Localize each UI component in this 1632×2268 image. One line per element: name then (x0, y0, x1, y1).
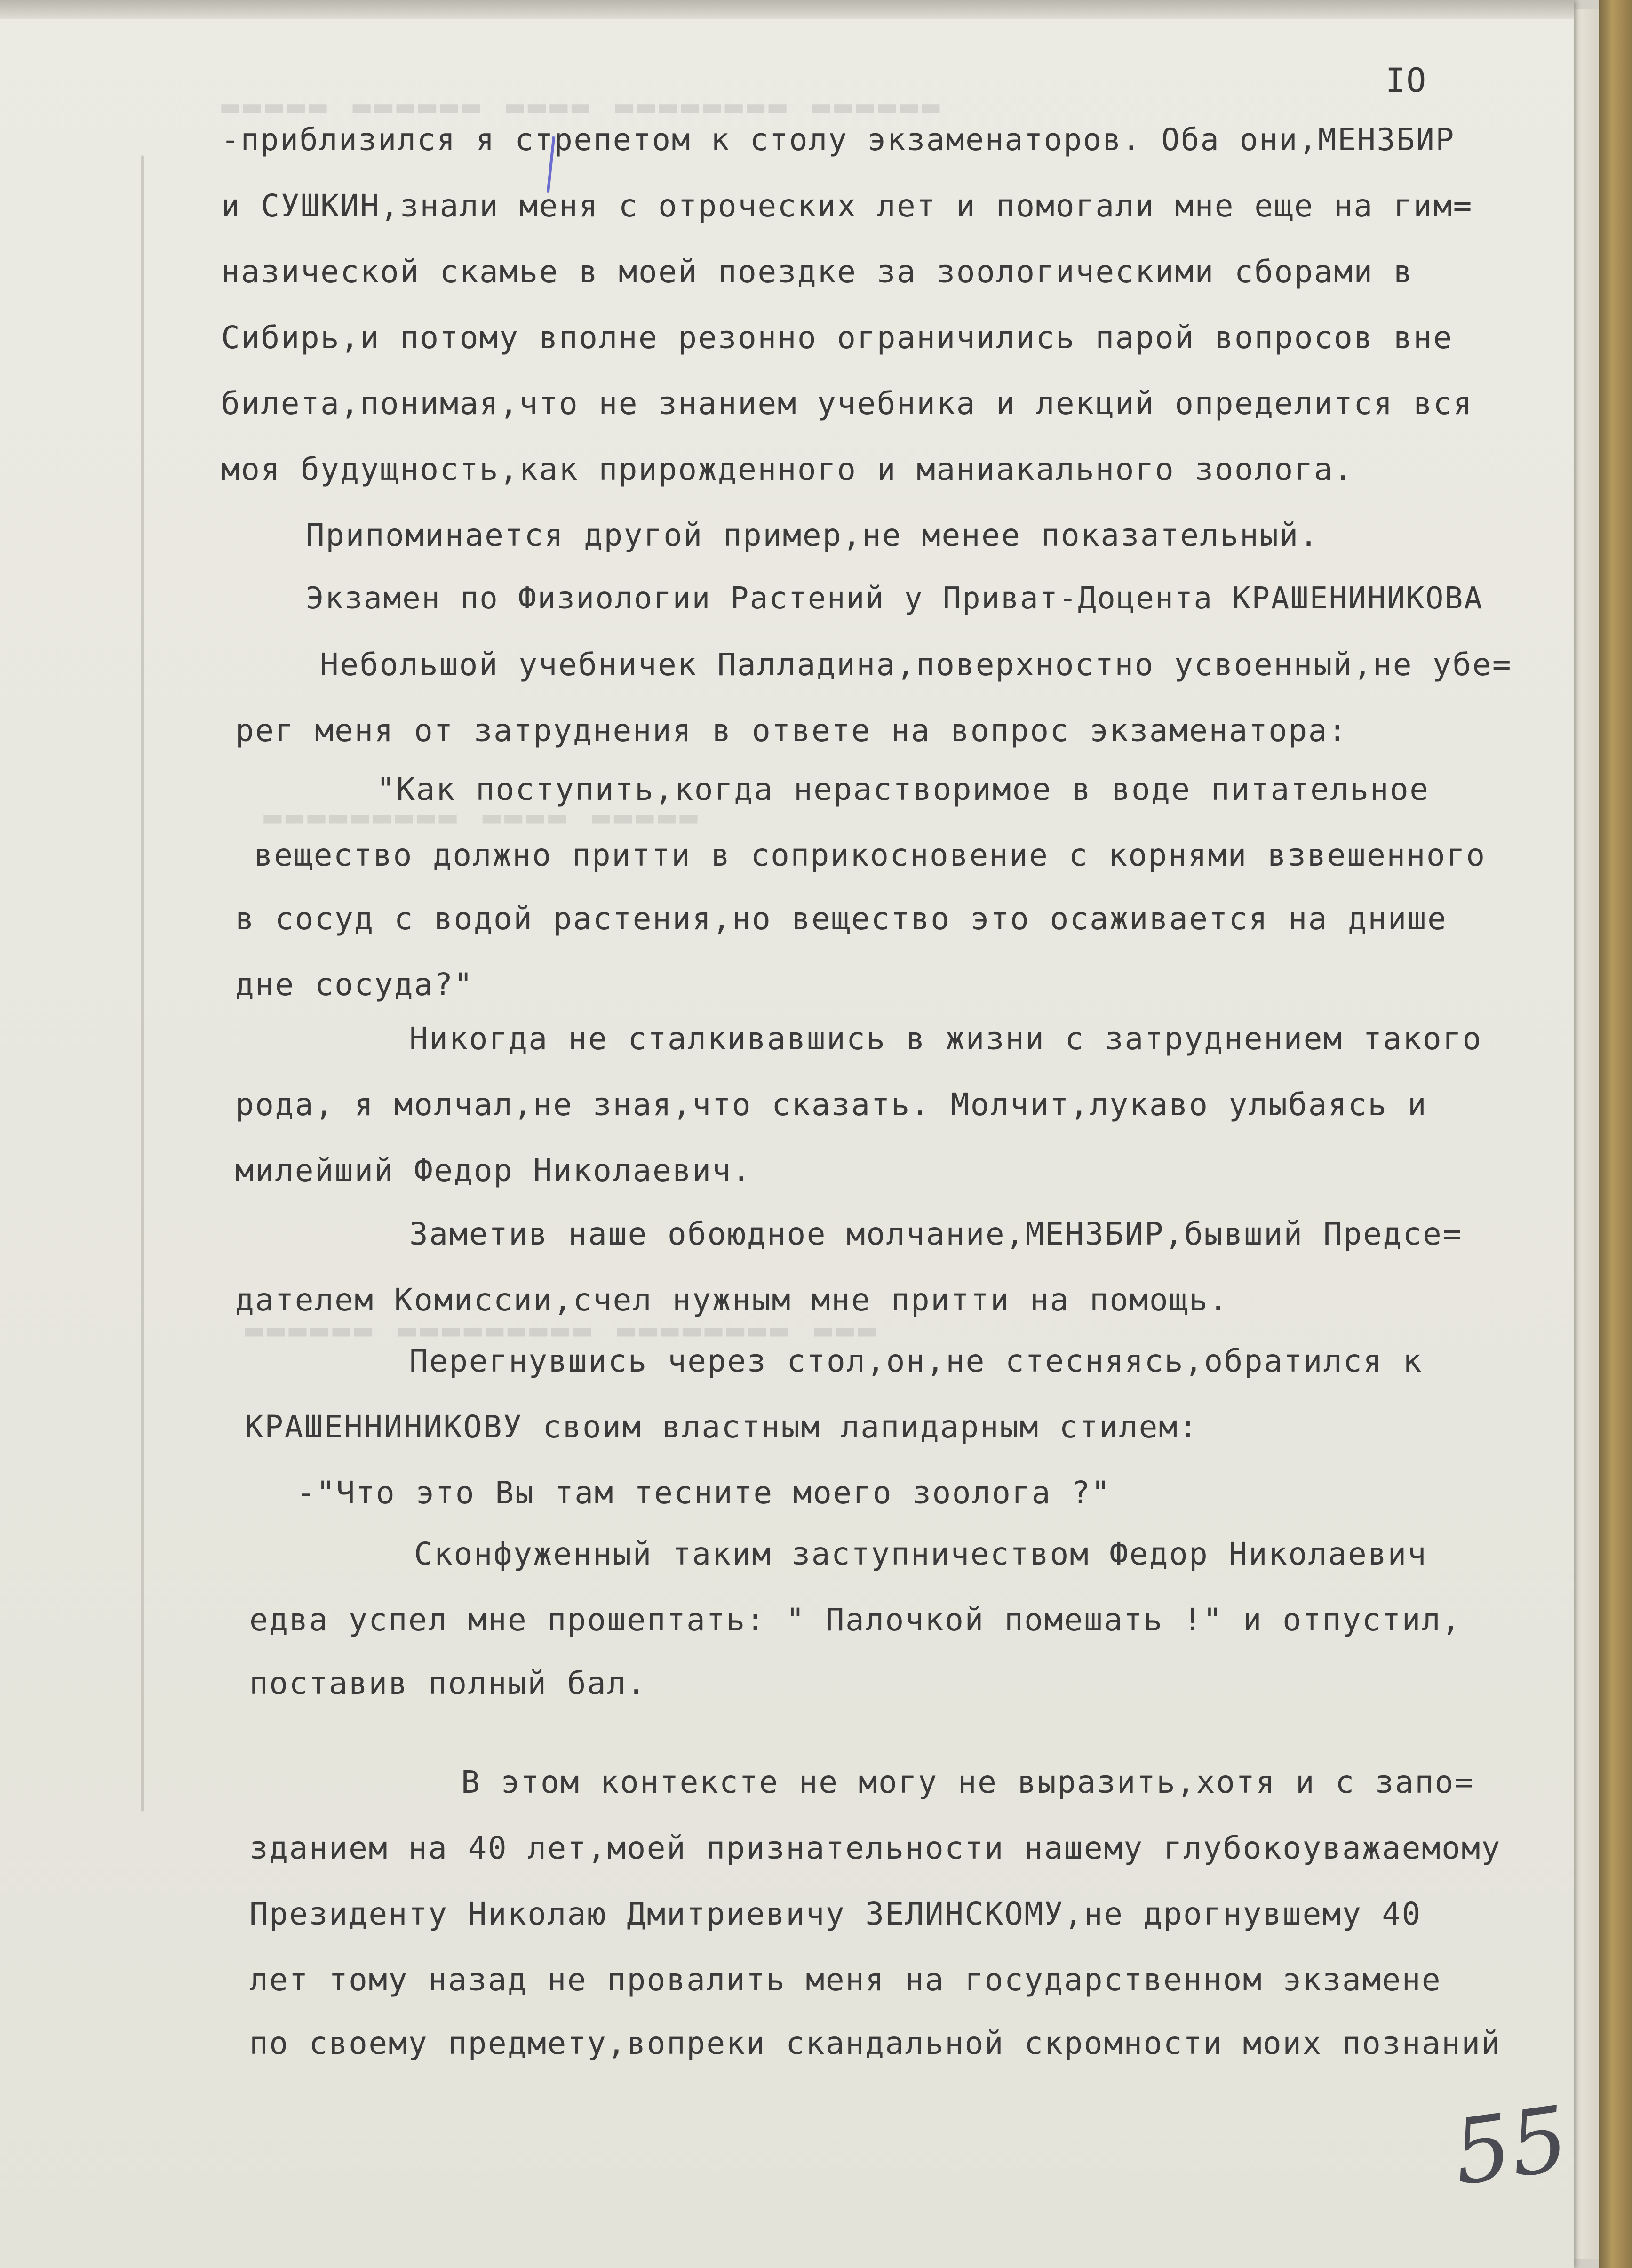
text-line: милейший Федор Николаевич. (235, 1152, 752, 1189)
text-line: лет тому назад не провалить меня на государственном экзамене (249, 1962, 1442, 1998)
text-line: Экзамен по Физиологии Растений у Приват-Доцента КРАШЕНИНИКОВА (306, 581, 1483, 616)
show-through-text: ▬▬▬▬▬ ▬▬▬▬▬▬ ▬▬▬▬ ▬▬▬▬▬▬▬▬ ▬▬▬▬▬▬ (221, 89, 944, 124)
text-line: по своему предмету,вопреки скандальной скромности моих познаний (249, 2025, 1501, 2061)
page-top-edge (0, 0, 1574, 19)
text-line: Перегнувшись через стол,он,не стесняясь,обратился к (409, 1343, 1423, 1379)
text-line: едва успел мне прошептать: " Палочкой помешать !" и отпустил, (249, 1602, 1462, 1638)
text-line: Сконфуженный таким заступничеством Федор Николаевич (414, 1536, 1428, 1572)
text-line: Сибирь,и потому вполне резонно ограничились парой вопросов вне (221, 319, 1453, 356)
text-line: в сосуд с водой растения,но вещество это осаживается на днише (235, 901, 1448, 937)
text-line: КРАШЕННИНИКОВУ своим властным лапидарным стилем: (245, 1409, 1199, 1445)
text-line: -"Что это Вы там тесните моего зоолога ?" (296, 1475, 1111, 1511)
handwritten-folio-number: 55 (1447, 2086, 1574, 2205)
text-line: В этом контексте не могу не выразить,хотя и с запо= (461, 1764, 1475, 1800)
text-line: вещество должно притти в соприкосновение с корнями взвешенного (254, 837, 1486, 873)
text-line: -приблизился я стрепетом к столу экзаменаторов. Оба они,МЕНЗБИР (221, 122, 1455, 158)
show-through-text: ▬▬▬▬▬▬ ▬▬▬▬▬▬▬▬▬ ▬▬▬▬▬▬▬▬ ▬▬▬ (245, 1313, 880, 1348)
text-line: моя будущность,как прирожденного и маниакального зоолога. (221, 451, 1354, 487)
text-line: Президенту Николаю Дмитриевичу ЗЕЛИНСКОМУ,не дрогнувшему 40 (249, 1896, 1422, 1932)
text-line: билета,понимая,что не знанием учебника и лекций определится вся (221, 385, 1473, 422)
page-number: IO (1385, 61, 1427, 100)
text-line: поставив полный бал. (249, 1665, 647, 1701)
text-line: Никогда не сталкивавшись в жизни с затруднением такого (409, 1021, 1482, 1057)
text-line: рода, я молчал,не зная,что сказать. Молчит,лукаво улыбаясь и (235, 1086, 1428, 1123)
text-line: Припоминается другой пример,не менее показательный. (306, 517, 1320, 553)
text-line: назической скамье в моей поездке за зоологическими сборами в (221, 254, 1414, 290)
text-line: дателем Комиссии,счел нужным мне притти на помощь. (235, 1282, 1229, 1318)
text-line: Заметив наше обоюдное молчание,МЕНЗБИР,бывший Предсе= (409, 1216, 1463, 1252)
binding-edge (1599, 0, 1632, 2268)
text-line: "Как поступить,когда нерастворимое в воде питательное (376, 771, 1430, 807)
text-line: зданием на 40 лет,моей признательности нашему глубокоуважаемому (249, 1830, 1501, 1866)
margin-crease (141, 155, 144, 1812)
text-line: дне сосуда?" (235, 966, 474, 1003)
text-line: Небольшой учебничек Палладина,поверхностно усвоенный,не убе= (320, 647, 1513, 683)
show-through-text: ▬▬▬▬▬▬▬▬▬ ▬▬▬▬ ▬▬▬▬▬ (263, 800, 701, 835)
text-line: рег меня от затруднения в ответе на вопрос экзаменатора: (235, 712, 1348, 749)
text-line: и СУШКИН,знали меня с отроческих лет и помогали мне еще на гим= (221, 188, 1473, 224)
